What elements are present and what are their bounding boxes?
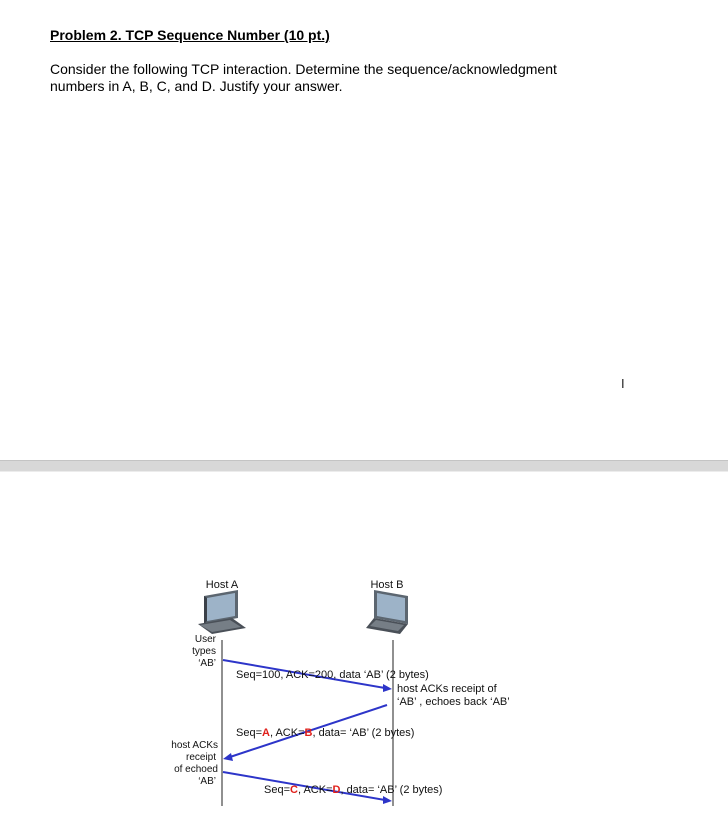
segment-3-arrowhead <box>383 796 392 804</box>
variable-b: B <box>304 727 313 739</box>
user-types-line-1: User <box>194 634 216 645</box>
host-a-note-line-3: of echoed <box>174 764 218 775</box>
segment-2-arrowhead <box>223 753 233 761</box>
host-b-note-line-2: ‘AB’ , echoes back ‘AB’ <box>397 696 510 708</box>
host-a-note-line-1: host ACKs <box>171 740 218 751</box>
segment-3-label <box>264 784 442 796</box>
segment-3-suffix: , data= ‘AB’ (2 bytes) <box>340 784 443 796</box>
host-b-label: Host B <box>370 579 404 591</box>
segment-2-ack-prefix: , ACK= <box>269 727 305 739</box>
segment-1-label: Seq=100, ACK=200, data ‘AB’ (2 bytes) <box>236 669 429 681</box>
user-types-line-2: types <box>192 646 216 657</box>
variable-c: C <box>290 784 298 796</box>
host-a-label: Host A <box>205 579 239 591</box>
tcp-interaction-diagram <box>0 470 728 837</box>
problem-description: Consider the following TCP interaction. Determine the sequence/acknowledgment numbers in A, B, C, and D. Justify your answer. <box>50 61 557 94</box>
host-a-note-line-4: ‘AB’ <box>198 776 216 787</box>
text-cursor: I <box>621 376 625 391</box>
segment-2-seq-prefix: Seq= <box>236 727 262 739</box>
variable-d: D <box>332 784 341 796</box>
segment-2-label <box>236 727 414 739</box>
host-b-note-line-1: host ACKs receipt of <box>397 683 497 695</box>
variable-a: A <box>262 727 270 739</box>
host-a-computer-icon <box>198 590 246 634</box>
problem-title: Problem 2. TCP Sequence Number (10 pt.) <box>50 27 330 43</box>
segment-3-seq-prefix: Seq= <box>264 784 290 796</box>
segment-3-ack-prefix: , ACK= <box>297 784 333 796</box>
user-types-line-3: ‘AB’ <box>198 658 216 669</box>
host-b-computer-icon <box>366 590 408 634</box>
host-a-note-line-2: receipt <box>185 752 216 763</box>
segment-1-arrowhead <box>383 684 392 692</box>
segment-2-suffix: , data= ‘AB’ (2 bytes) <box>312 727 415 739</box>
